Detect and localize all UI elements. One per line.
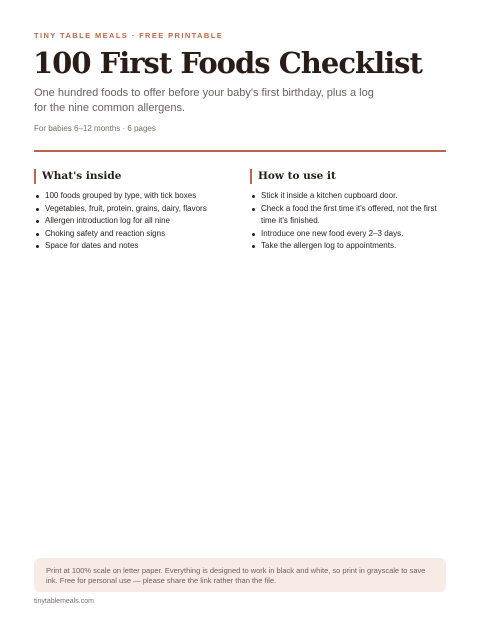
page-subtitle: One hundred foods to offer before your baby's first birthday, plus a log for the nine common allergens.: [34, 87, 374, 114]
whats-inside-list: [34, 190, 234, 253]
page-meta: For babies 6–12 months · 6 pages: [34, 124, 156, 133]
list-item: Stick it inside a kitchen cupboard door.: [250, 190, 450, 203]
list-item: Allergen introduction log for all nine: [34, 215, 234, 228]
list-item: 100 foods grouped by type, with tick boxes: [34, 190, 234, 203]
list-item: Check a food the first time it's offered, not the first time it's finished.: [250, 203, 450, 228]
list-item: Choking safety and reaction signs: [34, 228, 234, 241]
site-url[interactable]: tinytablemeals.com: [34, 598, 94, 605]
list-item: Vegetables, fruit, protein, grains, dairy, flavors: [34, 203, 234, 216]
brand-eyebrow: TINY TABLE MEALS · FREE PRINTABLE: [34, 31, 224, 40]
list-item: Take the allergen log to appointments.: [250, 240, 450, 253]
list-item: Space for dates and notes: [34, 240, 234, 253]
how-to-use-list: [250, 190, 450, 253]
how-to-use-heading: How to use it: [250, 169, 450, 184]
how-to-use-section: [250, 169, 450, 253]
list-item: Introduce one new food every 2–3 days.: [250, 228, 450, 241]
whats-inside-section: [34, 169, 234, 253]
whats-inside-heading: What's inside: [34, 169, 234, 184]
print-note: Print at 100% scale on letter paper. Everything is designed to work in black and white, so print in grayscale to save ink. Free for personal use — please share the link rather than the file.: [34, 558, 446, 592]
page-title: 100 First Foods Checklist: [33, 46, 422, 80]
section-divider: [34, 150, 446, 152]
